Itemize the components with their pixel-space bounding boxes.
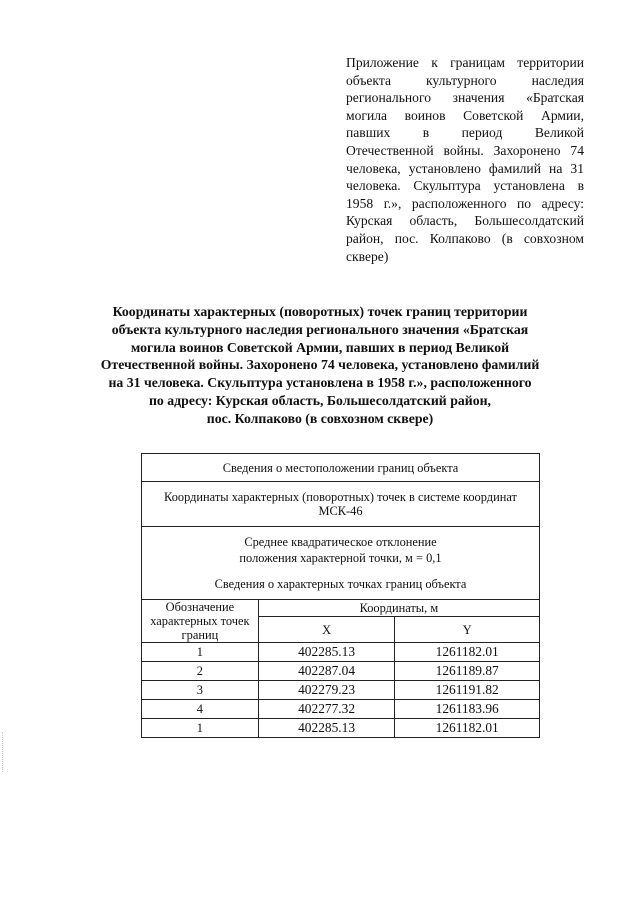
x-value: 402287.04 — [258, 662, 395, 681]
table-row — [142, 643, 540, 662]
title-line: Отечественной войны. Захоронено 74 человека, установлено фамилий — [100, 357, 540, 373]
title-line: пос. Колпаково (в совхозном сквере) — [206, 410, 434, 426]
point-id: 4 — [142, 700, 259, 719]
appendix-note: Приложение к границам территории объекта культурного наследия регионального значения «Братская могила воинов Советской Армии, павших в период Великой Отечественной войны. Захоронено 74 человека, установлено фамилий на 31 человека. Скульптура установлена в 1958 г.», расположенного по адресу: Курская область, Большесолдатский район, пос. Колпаково (в совхозном сквере) — [346, 55, 584, 264]
scan-margin-mark — [2, 732, 4, 772]
coordinate-system-cell: Координаты характерных (поворотных) точек в системе координат МСК-46 — [142, 482, 540, 527]
title-line: объекта культурного наследия регионального значения «Братская — [111, 321, 529, 337]
precision-value: положения характерной точки, м = 0,1 — [239, 551, 442, 565]
y-value: 1261182.01 — [395, 719, 540, 738]
y-value: 1261182.01 — [395, 643, 540, 662]
spacer — [145, 566, 536, 576]
points-header: Сведения о характерных точках границ объекта — [214, 577, 467, 591]
table-row — [142, 719, 540, 738]
title-line: могила воинов Советской Армии, павших в период Великой — [130, 339, 510, 355]
x-value: 402277.32 — [258, 700, 395, 719]
document-title — [88, 303, 552, 428]
y-value: 1261183.96 — [395, 700, 540, 719]
coordinates-table — [141, 453, 540, 738]
title-line: на 31 человека. Скульптура установлена в 1958 г.», расположенного — [108, 375, 532, 391]
y-value: 1261189.87 — [395, 662, 540, 681]
precision-cell — [142, 527, 540, 600]
coords-column-header: Координаты, м — [258, 600, 539, 617]
point-id: 2 — [142, 662, 259, 681]
x-value: 402285.13 — [258, 643, 395, 662]
x-value: 402285.13 — [258, 719, 395, 738]
table-row — [142, 662, 540, 681]
point-id: 3 — [142, 681, 259, 700]
point-id: 1 — [142, 643, 259, 662]
point-id: 1 — [142, 719, 259, 738]
title-line: Координаты характерных (поворотных) точек границ территории — [112, 304, 528, 319]
x-column-header: X — [258, 617, 395, 643]
y-value: 1261191.82 — [395, 681, 540, 700]
precision-label: Среднее квадратическое отклонение — [244, 535, 437, 549]
title-line: по адресу: Курская область, Большесолдатский район, — [148, 392, 492, 408]
section-header: Сведения о местоположении границ объекта — [142, 454, 540, 482]
table-row — [142, 700, 540, 719]
y-column-header: Y — [395, 617, 540, 643]
point-column-header: Обозначение характерных точек границ — [142, 600, 259, 643]
table-row — [142, 681, 540, 700]
x-value: 402279.23 — [258, 681, 395, 700]
